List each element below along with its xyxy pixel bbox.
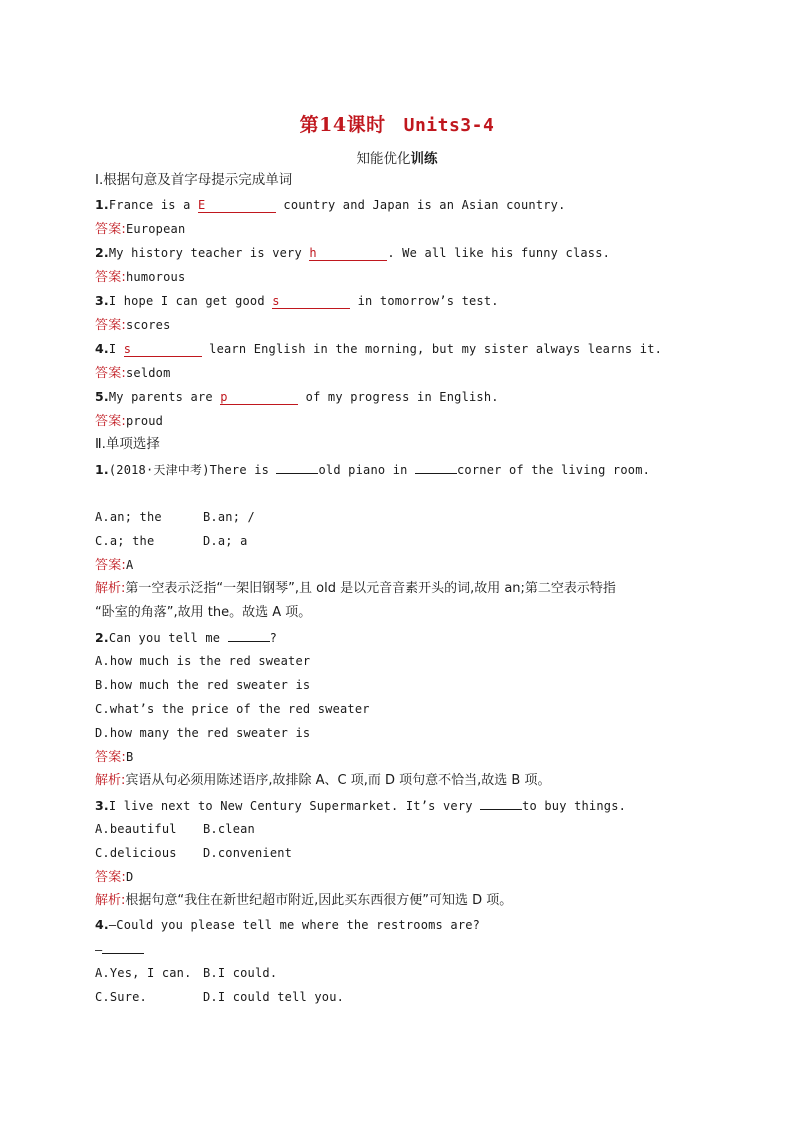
item-text-before: My history teacher is very	[108, 246, 310, 260]
option-c: C.a; the	[95, 534, 155, 548]
option-a: A.how much is the red sweater	[95, 654, 311, 668]
answer-label: 答案:	[95, 270, 126, 285]
page-title	[0, 110, 794, 137]
answer-text: A	[125, 558, 134, 572]
answer-label: 答案:	[95, 414, 126, 429]
item-number: 2.	[95, 630, 109, 645]
item-number: 4.	[95, 917, 109, 932]
mc-question-2	[95, 629, 277, 646]
item-number: 3.	[95, 798, 109, 813]
item-text-before: I hope I can get good	[108, 294, 273, 308]
mc-options-1b	[95, 533, 248, 549]
question-blank	[228, 629, 270, 642]
fill-answer-3	[95, 317, 171, 334]
option-d: D.how many the red sweater is	[95, 726, 311, 740]
option-b: B.an; /	[203, 510, 255, 524]
mc-explanation-1	[95, 581, 616, 597]
section2-heading: Ⅱ.单项选择	[95, 436, 160, 452]
option-a: A.beautiful	[95, 822, 177, 836]
option-b: B.clean	[203, 822, 255, 836]
fill-item-5	[95, 389, 499, 405]
explanation-text: 宾语从句必须用陈述语序,故排除 A、C 项,而 D 项句意不恰当,故选 B 项。	[125, 773, 551, 788]
mc-question-3	[95, 797, 626, 814]
item-text-after: country and Japan is an Asian country.	[275, 198, 566, 212]
question-text: Can you tell me	[108, 631, 228, 645]
item-text-before: I	[108, 342, 124, 356]
title-units: Units3-4	[403, 115, 495, 136]
answer-label: 答案:	[95, 870, 126, 885]
question-blank	[415, 461, 457, 474]
question-text: to buy things.	[522, 799, 627, 813]
answer-text: B	[125, 750, 134, 764]
mc-question-4	[95, 917, 480, 933]
fill-item-3	[95, 293, 499, 309]
page-subtitle	[0, 147, 794, 167]
fill-item-2	[95, 245, 610, 261]
mc-explanation-1-cont: “卧室的角落”,故用 the。故选 A 项。	[95, 605, 312, 620]
question-text: —Could you please tell me where the restrooms are?	[108, 918, 481, 932]
item-number: 3.	[95, 293, 109, 308]
answer-label: 答案:	[95, 366, 126, 381]
mc-options-4a	[95, 965, 277, 981]
answer-text: scores	[125, 318, 171, 332]
fill-answer-1	[95, 221, 185, 238]
question-text: corner of the living room.	[457, 463, 651, 477]
explanation-label: 解析:	[95, 893, 126, 908]
fill-answer-2	[95, 269, 185, 286]
answer-text: proud	[125, 414, 164, 428]
option-c: C.delicious	[95, 846, 177, 860]
question-text: There is	[209, 463, 277, 477]
mc-answer-3	[95, 869, 133, 886]
answer-blank: h	[309, 246, 387, 261]
option-d: D.convenient	[203, 846, 293, 860]
question-blank	[480, 797, 522, 810]
option-c: C.Sure.	[95, 990, 147, 1004]
option-a: A.Yes, I can.	[95, 966, 192, 980]
question-source: (2018·天津中考)	[108, 463, 210, 477]
subtitle-bold: 训练	[410, 151, 438, 167]
item-text-after: of my progress in English.	[298, 390, 499, 404]
explanation-label: 解析:	[95, 773, 126, 788]
question-text: I live next to New Century Supermarket. It’s very	[108, 799, 481, 813]
mc-answer-1	[95, 557, 133, 574]
question-text: ?	[269, 631, 278, 645]
title-lesson: 第14课时	[299, 114, 386, 136]
answer-blank: E	[198, 198, 276, 213]
explanation-text: 根据句意“我住在新世纪超市附近,因此买东西很方便”可知选 D 项。	[125, 893, 513, 908]
answer-blank: p	[220, 390, 298, 405]
mc-question-1	[95, 461, 650, 478]
fill-answer-4	[95, 365, 171, 382]
answer-blank: s	[124, 342, 202, 357]
mc-explanation-3	[95, 893, 512, 909]
mc-explanation-2	[95, 773, 550, 789]
mc-options-3a	[95, 821, 255, 837]
answer-label: 答案:	[95, 318, 126, 333]
option-b: B.how much the red sweater is	[95, 678, 311, 692]
mc-answer-2	[95, 749, 133, 766]
option-d: D.I could tell you.	[203, 990, 345, 1004]
item-text-before: My parents are	[108, 390, 221, 404]
mc-reply-4	[95, 941, 144, 958]
option-d: D.a; a	[203, 534, 248, 548]
item-text-after: . We all like his funny class.	[387, 246, 611, 260]
question-text: old piano in	[318, 463, 415, 477]
answer-label: 答案:	[95, 558, 126, 573]
item-text-after: learn English in the morning, but my sister always learns it.	[201, 342, 663, 356]
item-number: 2.	[95, 245, 109, 260]
mc-options-4b	[95, 989, 344, 1005]
explanation-text: 第一空表示泛指“一架旧钢琴”,且 old 是以元音音素开头的词,故用 an;第二空表示特指	[125, 581, 616, 596]
item-number: 1.	[95, 197, 109, 212]
item-number: 4.	[95, 341, 109, 356]
option-b: B.I could.	[203, 966, 278, 980]
section1-heading: Ⅰ.根据句意及首字母提示完成单词	[95, 172, 293, 188]
answer-label: 答案:	[95, 750, 126, 765]
mc-options-3b	[95, 845, 292, 861]
option-c: C.what’s the price of the red sweater	[95, 702, 370, 716]
answer-text: seldom	[125, 366, 171, 380]
option-a: A.an; the	[95, 510, 162, 524]
fill-item-4	[95, 341, 662, 357]
explanation-label: 解析:	[95, 581, 126, 596]
question-blank	[102, 941, 144, 954]
answer-text: humorous	[125, 270, 186, 284]
answer-text: European	[125, 222, 186, 236]
answer-text: D	[125, 870, 134, 884]
item-number: 1.	[95, 462, 109, 477]
answer-blank: s	[272, 294, 350, 309]
item-text-after: in tomorrow’s test.	[350, 294, 499, 308]
subtitle-main: 知能优化	[356, 151, 411, 167]
mc-options-1a	[95, 509, 255, 525]
item-number: 5.	[95, 389, 109, 404]
item-text-before: France is a	[108, 198, 198, 212]
question-blank	[276, 461, 318, 474]
answer-label: 答案:	[95, 222, 126, 237]
reply-dash: —	[95, 943, 103, 957]
fill-item-1	[95, 197, 566, 213]
fill-answer-5	[95, 413, 163, 430]
